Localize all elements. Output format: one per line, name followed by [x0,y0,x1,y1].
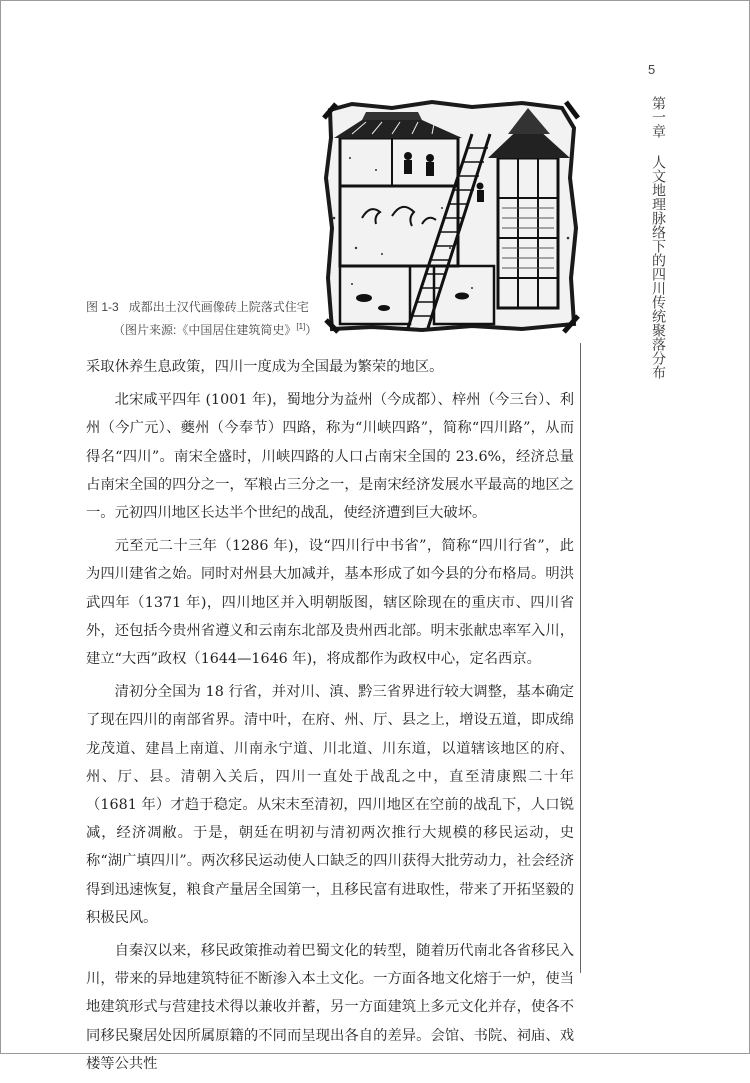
paragraph: 元至元二十三年（1286 年)，设“四川行中书省”，简称“四川行省”，此为四川建省之始。同时对州县大加减并，基本形成了如今县的分布格局。明洪武四年（1371 年)，四川地区并入明朝版图，辖区除现在的重庆市、四川省外，还包括今贵州省遵义和云南东北部及贵州西北部。明末张献忠率军入川，建立“大西”政权（1644—1646 年)，将成都作为政权中心，定名西京。 [86,538,574,668]
caption-label: 图 1-3 [86,300,119,314]
paragraph: 自秦汉以来，移民政策推动着巴蜀文化的转型，随着历代南北各省移民入川，带来的异地建筑特征不断渗入本土文化。一方面各地文化熔于一炉，使当地建筑形式与营建技术得以兼收并蓄，另一方面建筑上多元文化并存，使各不同移民聚居处因所属原籍的不同而呈现出各自的差异。会馆、书院、祠庙、戏楼等公共性 [86,943,574,1072]
caption-source: （图片来源:《中国居住建筑简史》 [113,323,297,337]
page-number: 5 [648,62,656,77]
caption-line-1 [86,298,318,317]
caption-close: ） [305,323,318,337]
paragraph: 采取休养生息政策，四川一度成为全国最为繁荣的地区。 [86,359,444,375]
caption-title: 成都出土汉代画像砖上院落式住宅 [128,300,309,314]
caption-reference: [1] [296,322,306,331]
brick-rubbing-image [322,98,580,334]
margin-divider [580,343,581,973]
figure-caption [86,298,318,340]
paragraph: 北宋咸平四年 (1001 年)，蜀地分为益州（今成都）、梓州（今三台）、利州（今广元）、夔州（今奉节）四路，称为“川峡四路”，简称“四川路”，从而得名“四川”。南宋全盛时，川峡四路的人口占南宋全国的 23.6%，经济总量占南宋全国的四分之一，军粮占三分之一，是南宋经济发展水平最高的地区之一。元初四川地区长达半个世纪的战乱，使经济遭到巨大破坏。 [86,392,574,522]
chapter-label: 第一章 [650,96,666,138]
body-text [86,353,574,1083]
caption-line-2 [86,317,318,340]
paragraph: 清初分全国为 18 行省，并对川、滇、黔三省界进行较大调整，基本确定了现在四川的南部省界。清中叶，在府、州、厅、县之上，增设五道，即成绵龙茂道、建昌上南道、川南永宁道、川北道、川东道，以道辖该地区的府、州、厅、县。清朝入关后，四川一直处于战乱之中，直至清康熙二十年（1681 年）才趋于稳定。从宋末至清初，四川地区在空前的战乱下，人口锐减，经济凋敝。于是，朝廷在明初与清初两次推行大规模的移民运动，史称“湖广填四川”。两次移民运动使人口缺乏的四川获得大批劳动力，社会经济得到迅速恢复，粮食产量居全国第一，且移民富有进取性，带来了开拓坚毅的积极民风。 [86,684,574,926]
figure-han-brick-rubbing [322,98,580,334]
chapter-title: 人文地理脉络下的四川传统聚落分布 [650,155,666,379]
